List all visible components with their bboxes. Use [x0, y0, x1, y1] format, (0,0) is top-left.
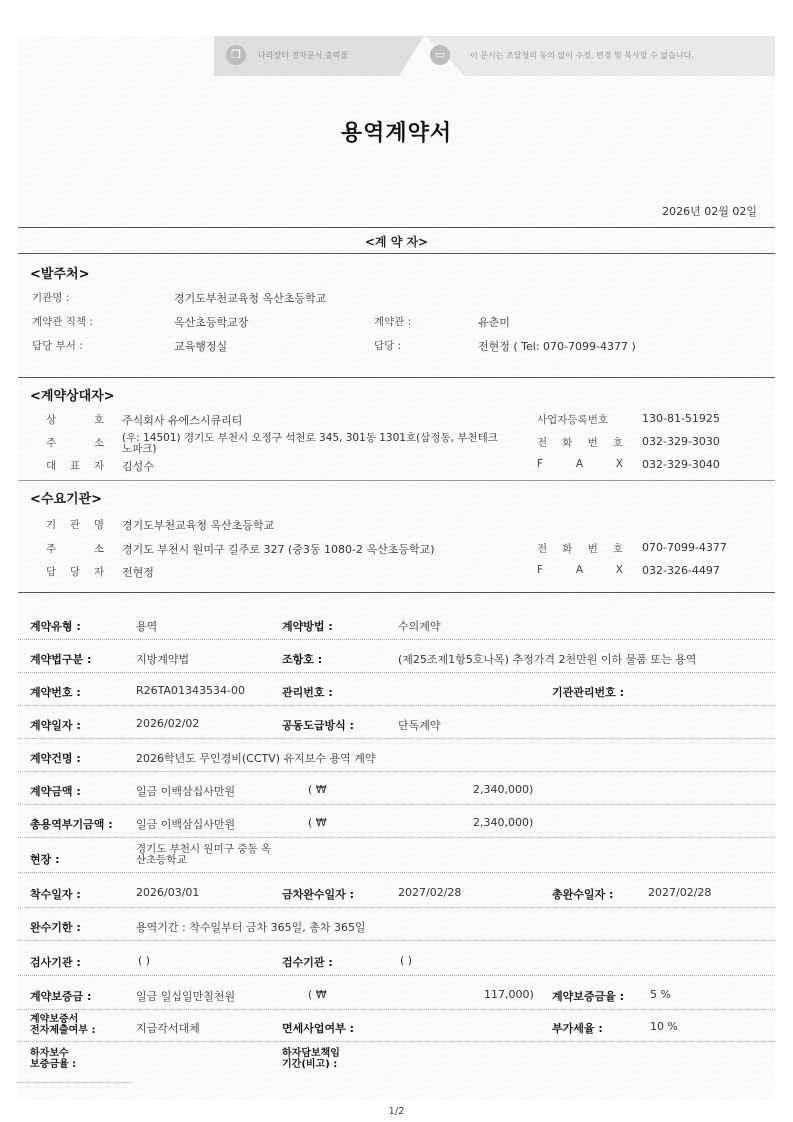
orderer-dept: 교육행정실	[174, 340, 228, 353]
orderer-manager-label: 담당 :	[374, 340, 402, 352]
total-amount-currency: ( ₩	[308, 816, 327, 829]
divider	[18, 592, 775, 593]
counterparty-addr-line2: 노파크)	[122, 443, 157, 455]
bond-submit-label-1: 계약보증서	[30, 1014, 79, 1025]
tax-exempt-label: 면세사업여부 :	[282, 1022, 354, 1035]
contract-amount-currency: ( ₩	[308, 783, 327, 796]
document-page	[18, 36, 775, 1117]
counterparty-heading: <계약상대자>	[30, 389, 115, 404]
deposit-words: 일금 일십일만칠천원	[136, 990, 236, 1003]
orderer-officer: 유춘미	[478, 316, 510, 329]
accept-agency: ( )	[400, 954, 413, 967]
contract-clause-label: 조항호 :	[282, 653, 323, 666]
orderer-dept-label: 담당 부서 :	[32, 340, 83, 352]
counterparty-addr-line1: (우: 14501) 경기도 부천시 오정구 석천로 345, 301동 1301호(삼정동, 부천테크	[122, 432, 498, 444]
demand-manager-label: 담 당 자	[46, 566, 104, 578]
row-divider	[18, 1041, 775, 1042]
divider	[18, 480, 775, 481]
mgmt-no-label: 관리번호 :	[282, 686, 333, 699]
counterparty-name-label: 상 호	[46, 414, 104, 426]
row-divider	[18, 1082, 130, 1083]
row-divider	[18, 705, 775, 706]
counterparty-bizno: 130-81-51925	[642, 412, 720, 425]
deadline-label: 완수기한 :	[30, 921, 81, 934]
counterparty-name: 주식회사 유에스시큐리티	[122, 414, 243, 427]
demand-addr-label: 주 소	[46, 543, 104, 555]
site-label: 현장 :	[30, 853, 60, 866]
row-divider	[18, 907, 775, 908]
orderer-officer-title-label: 계약관 직책 :	[32, 316, 93, 328]
joint-method-label: 공동도급방식 :	[282, 719, 354, 732]
contract-law-label: 계약법구분 :	[30, 653, 92, 666]
demand-tel: 070-7099-4377	[642, 541, 727, 554]
printer-icon: ▭	[430, 45, 450, 65]
total-amount-words: 일금 이백삼십사만원	[136, 818, 236, 831]
contract-method-label: 계약방법 :	[282, 620, 333, 633]
contractor-header: <계 약 자>	[364, 235, 429, 249]
deposit-rate-label: 계약보증금율 :	[552, 990, 624, 1003]
final-complete-date: 2027/02/28	[648, 886, 712, 899]
contract-no-label: 계약번호 :	[30, 686, 81, 699]
bond-submit: 지급각서대체	[136, 1022, 200, 1035]
demand-agency-label: 기 관 명	[46, 519, 104, 531]
counterparty-tel: 032-329-3030	[642, 435, 720, 448]
defect-period-label-2: 기간(비고) :	[282, 1059, 338, 1070]
document-copy-icon: ❐	[226, 45, 246, 65]
demand-tel-label: 전 화 번 호	[537, 543, 623, 555]
vat-rate-label: 부가세율 :	[552, 1022, 603, 1035]
deposit-amount: 117,000)	[484, 988, 534, 1001]
contract-date-label: 계약일자 :	[30, 719, 81, 732]
inspect-agency: ( )	[138, 954, 151, 967]
counterparty-rep-label: 대 표 자	[46, 460, 104, 472]
demand-manager: 전현정	[122, 566, 154, 579]
defect-rate-label-2: 보증금율 :	[30, 1059, 77, 1070]
orderer-agency-label: 기관명 :	[32, 292, 70, 304]
contract-amount-label: 계약금액 :	[30, 785, 81, 798]
partial-complete-label: 금차완수일자 :	[282, 888, 354, 901]
row-divider	[18, 738, 775, 739]
contract-name: 2026학년도 무인경비(CCTV) 유지보수 용역 계약	[136, 752, 376, 765]
document-title: 용역계약서	[340, 121, 453, 146]
row-divider	[18, 1009, 775, 1010]
inspect-agency-label: 검사기관 :	[30, 956, 81, 969]
banner-right-text: 이 문서는 조달청의 동의 없이 수정, 변경 및 복사할 수 없습니다.	[470, 51, 694, 60]
demand-fax: 032-326-4497	[642, 564, 720, 577]
contract-no: R26TA01343534-00	[136, 684, 245, 697]
orderer-heading: <발주처>	[30, 267, 90, 282]
contract-method: 수의계약	[398, 620, 441, 633]
start-date-label: 착수일자 :	[30, 888, 81, 901]
demand-agency: 경기도부천교육청 옥산초등학교	[122, 519, 275, 532]
contract-date: 2026/02/02	[136, 717, 200, 730]
divider	[18, 377, 775, 378]
partial-complete-date: 2027/02/28	[398, 886, 462, 899]
defect-rate-label-1: 하자보수	[30, 1048, 69, 1059]
counterparty-rep: 김성수	[122, 460, 154, 473]
row-divider	[18, 837, 775, 838]
final-complete-label: 총완수일자 :	[552, 888, 614, 901]
contract-law: 지방계약법	[136, 653, 190, 666]
total-amount-label: 총용역부기금액 :	[30, 818, 113, 831]
divider	[18, 253, 775, 254]
orderer-agency: 경기도부천교육청 옥산초등학교	[174, 292, 327, 305]
row-divider	[18, 672, 775, 673]
start-date: 2026/03/01	[136, 886, 200, 899]
print-banner	[18, 36, 775, 76]
accept-agency-label: 검수기관 :	[282, 956, 333, 969]
counterparty-fax-label: F A X	[537, 458, 623, 470]
row-divider	[18, 804, 775, 805]
agency-mgmt-no-label: 기관관리번호 :	[552, 686, 624, 699]
deposit-rate: 5 %	[650, 988, 671, 1001]
row-divider	[18, 771, 775, 772]
total-amount: 2,340,000)	[473, 816, 534, 829]
row-divider	[18, 872, 775, 873]
orderer-manager: 전현정 ( Tel: 070-7099-4377 )	[478, 340, 636, 353]
counterparty-fax: 032-329-3040	[642, 458, 720, 471]
row-divider	[18, 639, 775, 640]
deadline: 용역기간 : 착수일부터 금차 365일, 총차 365일	[136, 921, 366, 934]
divider	[18, 227, 775, 228]
counterparty-bizno-label: 사업자등록번호	[537, 414, 609, 426]
joint-method: 단독계약	[398, 719, 441, 732]
site-line2: 산초등학교	[136, 854, 187, 866]
contract-type-label: 계약유형 :	[30, 620, 81, 633]
deposit-currency: ( ₩	[308, 988, 327, 1001]
counterparty-tel-label: 전 화 번 호	[537, 437, 623, 449]
contract-amount-words: 일금 이백삼십사만원	[136, 785, 236, 798]
row-divider	[18, 940, 775, 941]
bond-submit-label-2: 전자제출여부 :	[30, 1025, 96, 1036]
site-line1: 경기도 부천시 원미구 중동 옥	[136, 843, 272, 855]
contract-type: 용역	[136, 620, 158, 633]
contract-name-label: 계약건명 :	[30, 752, 81, 765]
vat-rate: 10 %	[650, 1020, 678, 1033]
orderer-officer-label: 계약관 :	[374, 316, 412, 328]
contract-amount: 2,340,000)	[473, 783, 534, 796]
page-number: 1/2	[388, 1106, 405, 1117]
document-date: 2026년 02월 02일	[662, 205, 757, 218]
counterparty-addr-label: 주 소	[46, 437, 104, 449]
demand-heading: <수요기관>	[30, 492, 103, 507]
orderer-officer-title: 옥산초등학교장	[174, 316, 249, 329]
deposit-label: 계약보증금 :	[30, 990, 92, 1003]
contract-clause: (제25조제1항5호나목) 추정가격 2천만원 이하 물품 또는 용역	[398, 653, 697, 666]
demand-fax-label: F A X	[537, 564, 623, 576]
demand-addr: 경기도 부천시 원미구 길주로 327 (중3동 1080-2 옥산초등학교)	[122, 543, 435, 556]
row-divider	[18, 975, 775, 976]
defect-period-label-1: 하자담보책임	[282, 1048, 340, 1059]
banner-left-text: 나라장터 전자문서 출력물	[258, 51, 349, 60]
